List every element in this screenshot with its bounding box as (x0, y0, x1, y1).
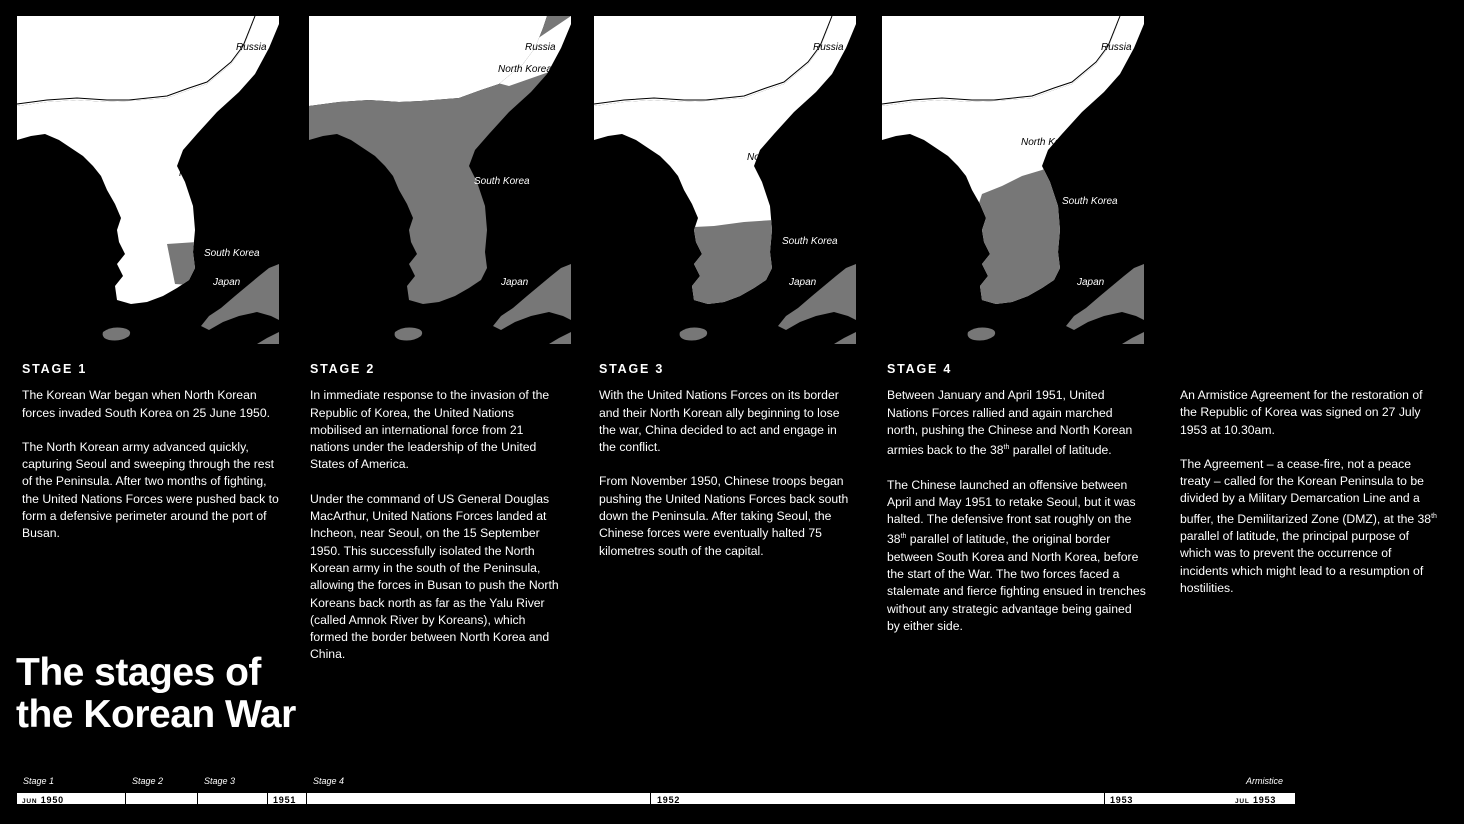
stage-4-heading: STAGE 4 (887, 362, 953, 376)
japan-island-2 (257, 332, 279, 344)
timeline-tick (1104, 793, 1105, 804)
armistice-paragraph-1: An Armistice Agreement for the restoration of the Republic of Korea was signed on 27 July 1953 at 10.30am. (1180, 388, 1423, 437)
map-stage-4-svg (882, 16, 1144, 344)
map-stage-3-svg (594, 16, 856, 344)
timeline-year-1950: JUN 1950 (22, 795, 64, 805)
map-stage-1-svg (17, 16, 279, 344)
map-label-south-korea: South Korea (204, 248, 260, 259)
stage-4-column (887, 361, 1147, 652)
map-label-russia: Russia (813, 42, 844, 53)
map-label-china: China (323, 141, 350, 152)
map-label-china: China (34, 141, 61, 152)
month-jul: JUL (1235, 798, 1250, 805)
stage-3-heading: STAGE 3 (599, 362, 665, 376)
stage-2-heading: STAGE 2 (310, 362, 376, 376)
timeline-label-stage-4: Stage 4 (313, 776, 345, 786)
stage-4-paragraph-1: Between January and April 1951, United Nations Forces rallied and again marched north, pushing the Chinese and North Korean armies back to the 38th parallel of latitude. (887, 388, 1133, 458)
map-stage-1 (17, 16, 279, 344)
timeline-label-stage-1: Stage 1 (23, 776, 55, 786)
stage-3-paragraph-2: From November 1950, Chinese troops began pushing the United Nations Forces back south down the Peninsula. After taking Seoul, the Chinese forces were eventually halted 75 kilometres south of the capital. (599, 474, 849, 558)
stage-4-paragraph-2: The Chinese launched an offensive between April and May 1951 to retake Seoul, but it was halted. The defensive front sat roughly on the 38th parallel of latitude, the original border between South Korea and North Korea, before the start of the War. The two forces faced a stalemate and fierce fighting ensued in trenches without any strategic advantage being gained by either side. (887, 477, 1146, 633)
title-line-2: the Korean War (16, 693, 296, 736)
map-label-north-korea: North Korea (498, 64, 552, 75)
timeline-year-1951: 1951 (273, 795, 297, 805)
timeline-tick (197, 793, 198, 804)
japan-island (493, 264, 571, 330)
timeline-year-1952: 1952 (657, 795, 681, 805)
map-label-russia: Russia (1101, 42, 1132, 53)
map-stage-4 (882, 16, 1144, 344)
armistice-column (1180, 387, 1442, 614)
jeju-island (103, 328, 131, 341)
map-label-japan: Japan (789, 277, 817, 288)
stage-1-heading: STAGE 1 (22, 362, 88, 376)
page-title (16, 652, 296, 736)
timeline-year-1953-jul: JUL 1953 (1235, 795, 1277, 805)
map-label-south-korea: South Korea (1062, 196, 1118, 207)
map-label-russia: Russia (236, 42, 267, 53)
stage-3-paragraph-1: With the United Nations Forces on its border and their North Korean ally beginning to lose the war, China decided to act and engage in the conflict. (599, 388, 840, 455)
jeju-island (395, 328, 423, 341)
stage-2-paragraph-2: Under the command of US General Douglas MacArthur, United Nations Forces landed at Incheon, near Seoul, on the 15 September 1950. This successfully isolated the North Korean army in the south of the Peninsula, allowing the forces in Busan to push the North Koreans back north as far as the Yalu River (called Amnok River by Koreans), which formed the border between North Korea and China. (310, 491, 559, 662)
superscript-th: th (900, 533, 907, 541)
stage-1-paragraph-2: The North Korean army advanced quickly, capturing Seoul and sweeping through the rest of the Peninsula. After two months of fighting, the United Nations Forces were pushed back to form a defensive perimeter around the port of Busan. (22, 439, 279, 541)
map-label-north-korea: North Korea (747, 152, 801, 163)
timeline-bar (17, 793, 1295, 804)
map-label-japan: Japan (1077, 277, 1105, 288)
map-label-north-korea: North Korea (1021, 137, 1075, 148)
stage-2-column (310, 361, 564, 681)
map-label-south-korea: South Korea (474, 176, 530, 187)
superscript-th: th (1431, 512, 1437, 520)
map-label-japan: Japan (501, 277, 529, 288)
month-jun: JUN (22, 798, 38, 805)
map-label-china: China (611, 141, 638, 152)
timeline-tick (650, 793, 651, 804)
timeline-label-stage-3: Stage 3 (204, 776, 236, 786)
map-stage-2 (309, 16, 571, 344)
stage-2-paragraph-1: In immediate response to the invasion of the Republic of Korea, the United Nations mobilised an international force from 21 nations under the leadership of the United States of America. (310, 388, 550, 472)
japan-island-2 (834, 332, 856, 344)
map-label-south-korea: South Korea (782, 236, 838, 247)
timeline-year-1953: 1953 (1110, 795, 1134, 805)
jeju-island (680, 328, 708, 341)
stage-1-column (22, 361, 284, 560)
japan-island (201, 264, 279, 330)
un-controlled-south (654, 220, 794, 316)
superscript-th: th (1003, 444, 1010, 452)
japan-island (1066, 264, 1144, 330)
map-label-china: China (899, 141, 926, 152)
timeline-label-stage-2: Stage 2 (132, 776, 164, 786)
jeju-island (968, 328, 996, 341)
title-line-1: The stages of (16, 651, 261, 694)
japan-island-2 (1122, 332, 1144, 344)
timeline-tick (267, 793, 268, 804)
map-label-japan: Japan (213, 277, 241, 288)
map-stage-3 (594, 16, 856, 344)
japan-island-2 (549, 332, 571, 344)
map-label-russia: Russia (525, 42, 556, 53)
japan-island (778, 264, 856, 330)
armistice-paragraph-2: The Agreement – a cease-fire, not a peace treaty – called for the Korean Peninsula to be divided by a Military Demarcation Line and a buffer, the Demilitarized Zone (DMZ), at the 38th parallel of latitude, the principal purpose of which was to prevent the occurrence of incidents which might lead to a resumption of hostilities. (1180, 456, 1437, 596)
timeline-tick (125, 793, 126, 804)
timeline-label-armistice: Armistice (1246, 776, 1284, 786)
stage-3-column (599, 361, 857, 577)
timeline-tick (306, 793, 307, 804)
un-controlled-south (942, 156, 1105, 316)
stage-1-paragraph-1: The Korean War began when North Korean forces invaded South Korea on 25 June 1950. (22, 388, 270, 420)
map-label-north-korea: North Korea (179, 168, 233, 179)
